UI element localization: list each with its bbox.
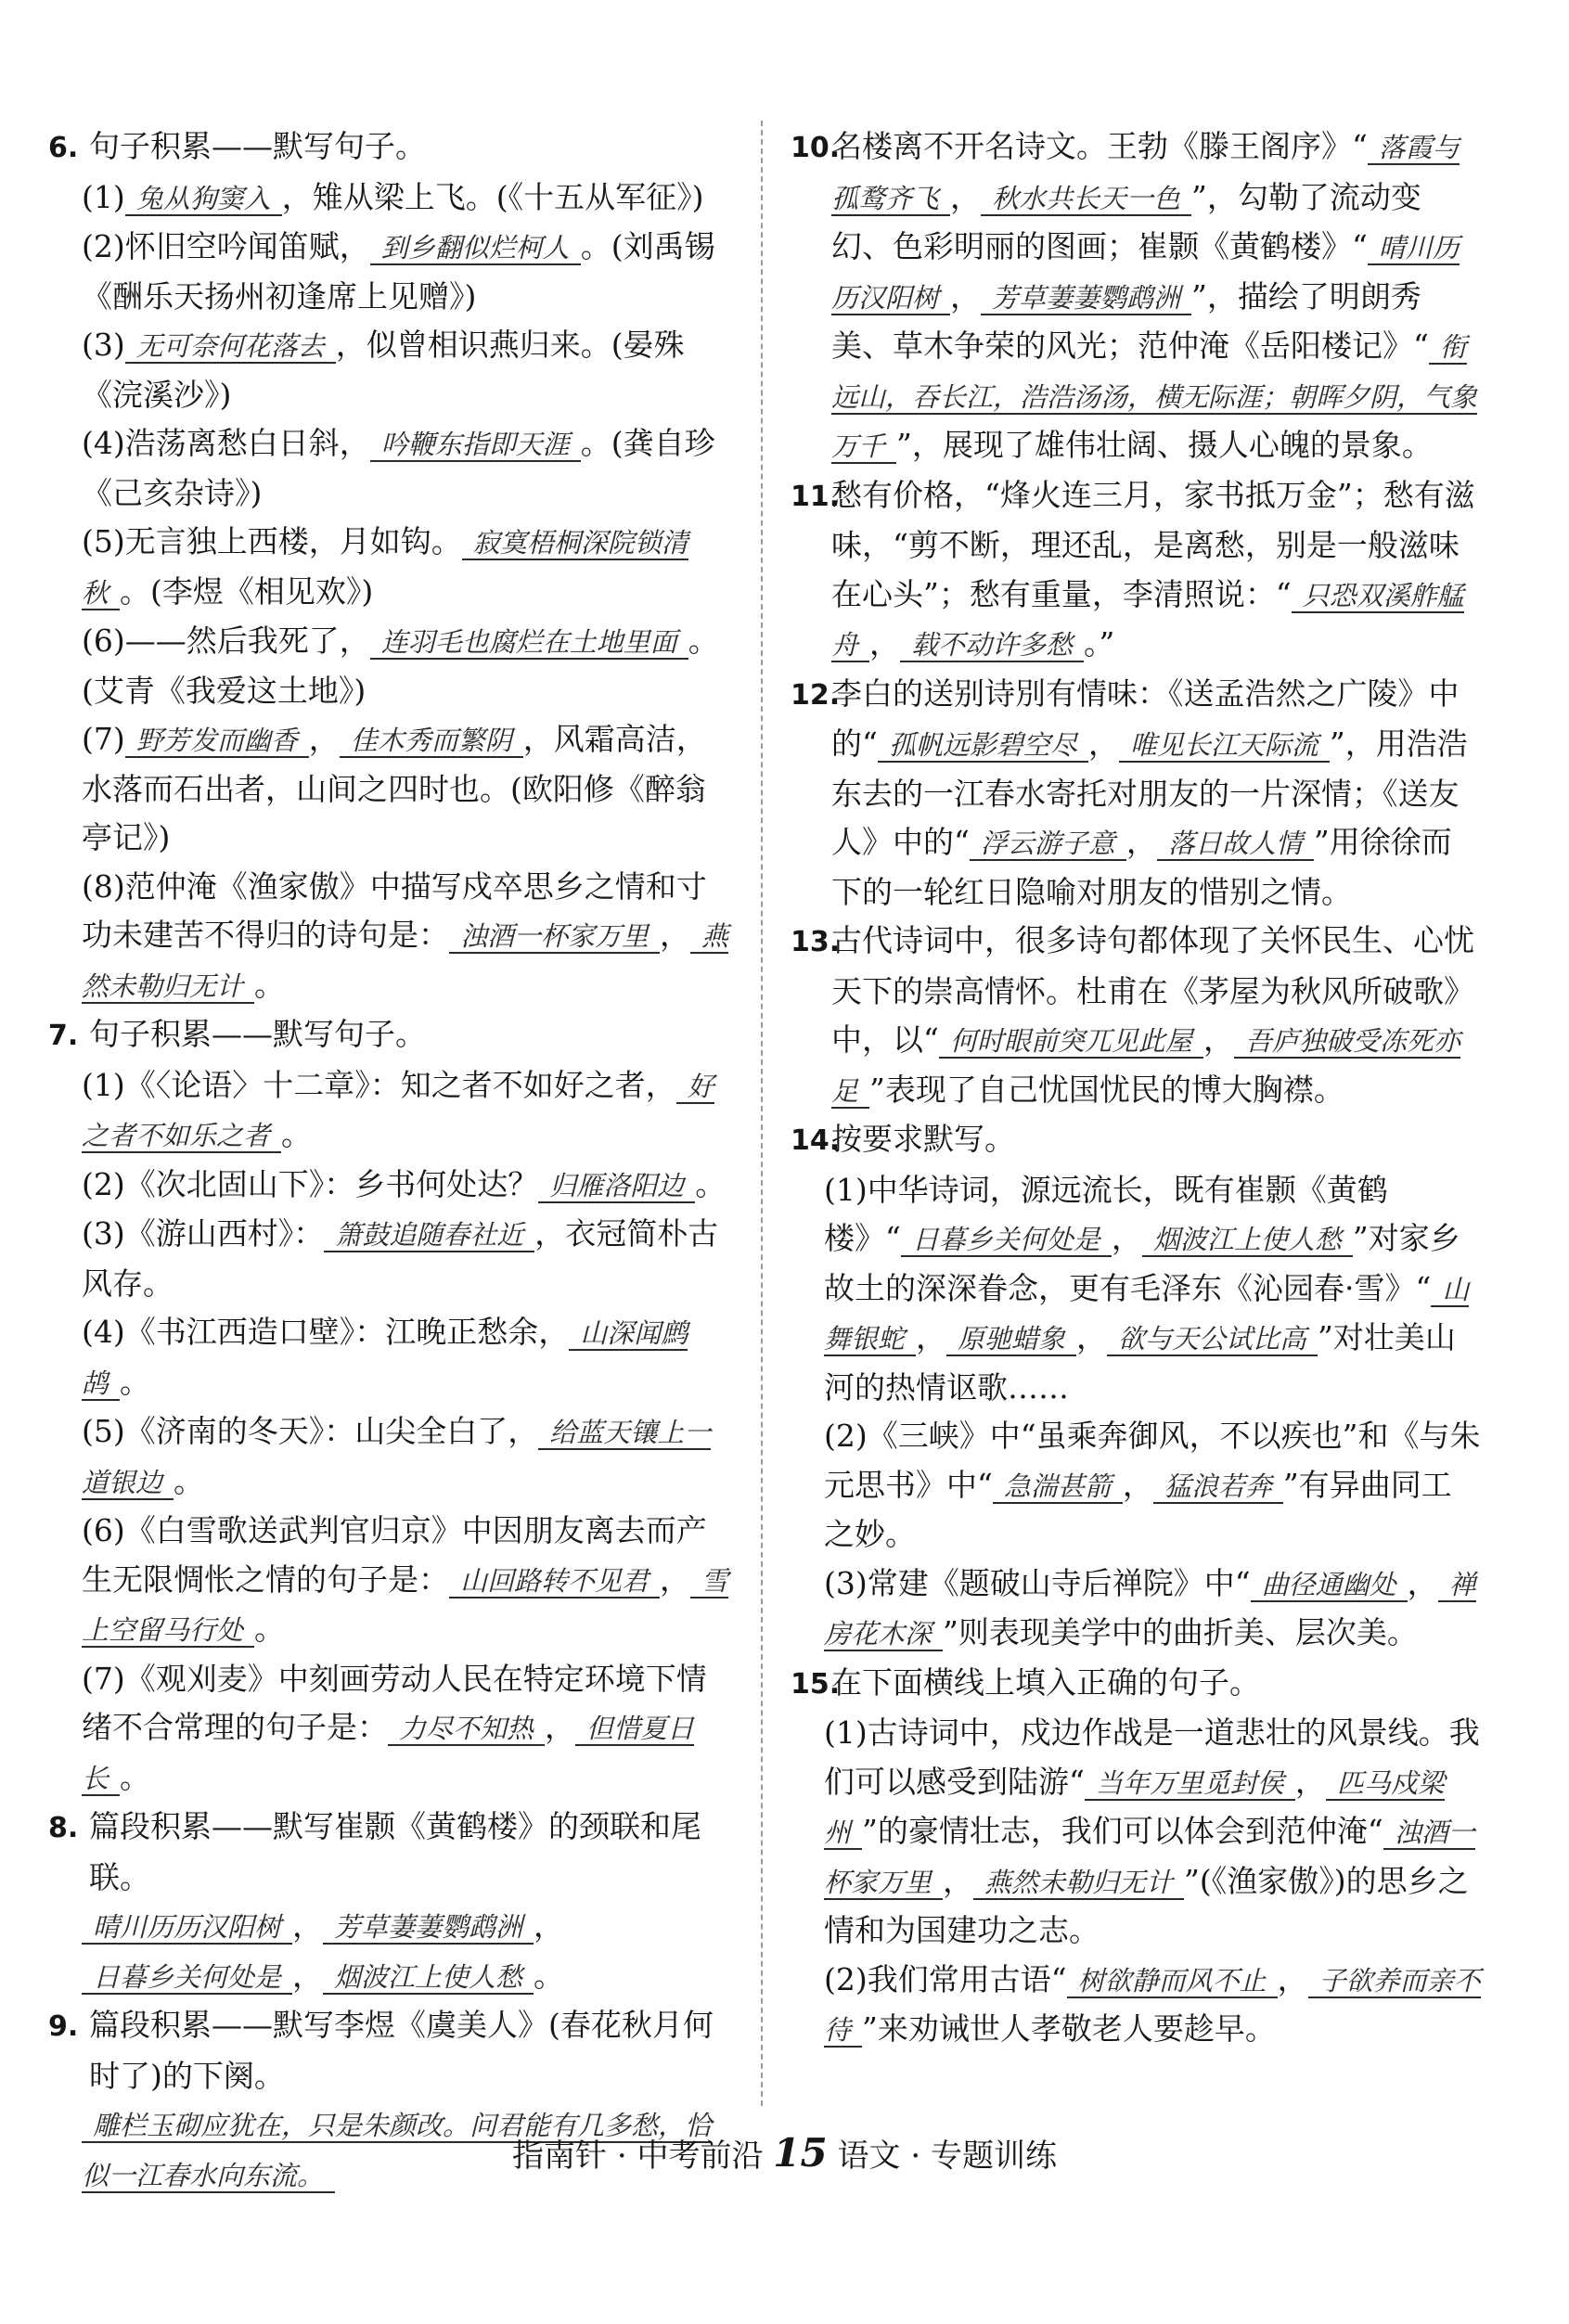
question-number: 12.	[791, 678, 841, 712]
footer-subject: 语文 · 专题训练	[837, 2138, 1057, 2175]
answer: 浊酒一杯家万里	[824, 1817, 1475, 1898]
question-15: 15.在下面横线上填入正确的句子。	[791, 1659, 1482, 1710]
footer-brand: 指南针 · 中考前沿	[512, 2138, 764, 2175]
answer: 箫鼓追随春社近	[324, 1219, 534, 1252]
answer: 吾庐独破受冻死亦足	[831, 1025, 1460, 1107]
answer: 原驰蜡象	[946, 1323, 1076, 1356]
question-number: 13.	[791, 926, 841, 958]
question-number: 14.	[791, 1124, 841, 1157]
answer: 燕然未勒归无计	[82, 920, 729, 1002]
answer: 山深闻鹧鸪	[82, 1317, 688, 1399]
q6-item-3: (3) 无可奈何花落去 ，似曾相识燕归来。(晏殊《浣溪沙》)	[82, 327, 685, 413]
answer: 山回路转不见君	[449, 1565, 660, 1599]
answer: 寂寞梧桐深院锁清秋	[82, 527, 688, 609]
answer: 晴川历历汉阳树	[82, 1911, 292, 1945]
question-9: 9. 篇段积累——默写李煜《虞美人》(春花秋月何时了)的下阕。	[48, 2001, 730, 2100]
answer: 燕然未勒归无计	[973, 1867, 1184, 1900]
question-number: 10.	[791, 132, 841, 164]
q7-item-5: (5)《济南的冬天》：山尖全白了， 给蓝天镶上一道银边 。	[82, 1413, 712, 1499]
question-number: 9.	[48, 2010, 79, 2043]
answer: 唯见长江天际流	[1119, 729, 1330, 763]
answer: 日暮乡关何处是	[901, 1224, 1112, 1257]
answer: 欲与天公试比高	[1107, 1323, 1318, 1356]
q7-item-2: (2)《次北固山下》：乡书何处达？ 归雁洛阳边 。	[82, 1165, 727, 1202]
answer: 日暮乡关何处是	[82, 1961, 292, 1995]
q8-answer-line-2: 日暮乡关何处是 ， 烟波江上使人愁 。	[48, 1952, 730, 2002]
column-divider	[761, 121, 763, 2106]
q6-item-8: (8)范仲淹《渔家傲》中描写戍卒思乡之情和寸功未建苦不得归的诗句是： 浊酒一杯家万里 ， 燕然未勒归无计 。	[82, 867, 729, 1003]
answer: 无可奈何花落去	[125, 330, 336, 364]
answer: 曲径通幽处	[1251, 1569, 1408, 1602]
q15-item-1: (1)古诗词中，戍边作战是一道悲壮的风景线。我们可以感受到陆游“ 当年万里觅封侯 ， 匹马戍梁州 ”的豪情壮志，我们可以体会到范仲淹“ 浊酒一杯家万里 ， 燕然未勒归无计 ”(《渔家傲》)的思乡之情和为国建功之志。	[824, 1714, 1480, 1948]
page-footer	[0, 2130, 1569, 2176]
answer: 力尽不知热	[388, 1713, 545, 1746]
answer: 雪上空留马行处	[82, 1564, 729, 1646]
answer: 载不动许多愁	[900, 629, 1084, 662]
question-8: 8. 篇段积累——默写崔颢《黄鹤楼》的颈联和尾联。	[48, 1803, 730, 1902]
question-6: 6. 句子积累——默写句子。	[48, 122, 730, 173]
answer: 浮云游子意	[970, 828, 1126, 861]
answer: 树欲静而风不止	[1067, 1965, 1278, 1998]
answer: 落日故人情	[1157, 828, 1314, 861]
question-7: 7. 句子积累——默写句子。	[48, 1010, 730, 1061]
answer: 浊酒一杯家万里	[449, 920, 660, 954]
answer: 芳草萋萋鹦鹉洲	[981, 282, 1191, 315]
q7-item-4: (4)《书江西造口壁》：江晚正愁余， 山深闻鹧鸪 。	[82, 1314, 688, 1400]
q14-item-1: (1)中华诗词，源远流长，既有崔颢《黄鹤楼》“ 日暮乡关何处是 ， 烟波江上使人愁 ”对家乡故土的深深眷念，更有毛泽东《沁园春·雪》“ 山舞银蛇 ， 原驰蜡象 ， 欲与天公试比高 ”对壮美山河的热情讴歌……	[824, 1171, 1470, 1406]
answer: 匹马戍梁州	[824, 1766, 1445, 1848]
answer: 好之者不如乐之者	[82, 1070, 714, 1151]
answer: 但惜夏日长	[82, 1713, 695, 1794]
page-number: 15	[773, 2130, 828, 2176]
question-10: 10.名楼离不开名诗文。王勃《滕王阁序》“ 落霞与孤鹜齐飞 ， 秋水共长天一色 ”，勾勒了流动变幻、色彩明丽的图画；崔颢《黄鹤楼》“ 晴川历历汉阳树 ， 芳草萋萋鹦鹉洲 ”，描绘了明朗秀美、草木争荣的风光；范仲淹《岳阳楼记》“ 衔远山，吞长江，浩浩汤汤，横无际涯；朝晖夕阴，气象万千 ”，展现了雄伟壮阔、摄人心魄的景象。	[791, 122, 1482, 471]
question-13: 13.古代诗词中，很多诗句都体现了关怀民生、心忧天下的崇高情怀。杜甫在《茅屋为秋风所破歌》中，以“ 何时眼前突兀见此屋 ， 吾庐独破受冻死亦足 ”表现了自己忧国忧民的博大胸襟。	[791, 917, 1482, 1115]
answer: 归雁洛阳边	[538, 1170, 695, 1203]
q7-item-3: (3)《游山西村》： 箫鼓追随春社近 ，衣冠简朴古风存。	[82, 1215, 719, 1302]
q7-item-1: (1)《〈论语〉十二章》：知之者不如好之者， 好之者不如乐之者 。	[82, 1066, 714, 1152]
left-column	[48, 122, 730, 2200]
q7-item-7: (7)《观刈麦》中刻画劳动人民在特定环境下情绪不合常理的句子是： 力尽不知热 ， 但惜夏日长 。	[82, 1660, 707, 1795]
question-number: 8.	[48, 1812, 79, 1844]
question-number: 11.	[791, 480, 841, 513]
q6-item-7: (7) 野芳发而幽香 ， 佳木秀而繁阴 ，风霜高洁，水落而石出者，山间之四时也。(欧阳修《醉翁亭记》)	[82, 721, 707, 855]
question-number: 7.	[48, 1020, 79, 1052]
answer: 衔远山，吞长江，浩浩汤汤，横无际涯；朝晖夕阴，气象万千	[831, 331, 1478, 462]
answer: 雕栏玉砌应犹在，只是朱颜改。问君能有几多愁，恰似一江春水向东流。	[82, 2110, 713, 2191]
answer: 猛浪若奔	[1153, 1470, 1283, 1504]
q14-item-2: (2)《三峡》中“虽乘奔御风，不以疾也”和《与朱元思书》中“ 急湍甚箭 ， 猛浪若奔 ”有异曲同工之妙。	[824, 1418, 1481, 1552]
answer: 到乡翻似烂柯人	[370, 232, 581, 265]
q6-item-6: (6)——然后我死了， 连羽毛也腐烂在土地里面 。(艾青《我爱这土地》)	[82, 623, 719, 709]
q6-item-4: (4)浩荡离愁白日斜， 吟鞭东指即天涯 。(龚自珍《己亥杂诗》)	[82, 425, 715, 511]
answer: 急湍甚箭	[993, 1470, 1123, 1504]
question-number: 15.	[791, 1667, 841, 1701]
answer: 连羽毛也腐烂在土地里面	[370, 626, 688, 660]
q6-item-1: (1) 兔从狗窦入 ，雉从梁上飞。(《十五从军征》)	[82, 178, 704, 215]
q15-item-2: (2)我们常用古语“ 树欲静而风不止 ， 子欲养而亲不待 ”来劝诫世人孝敬老人要趁早。	[824, 1960, 1481, 2047]
answer: 烟波江上使人愁	[1142, 1224, 1353, 1257]
question-number: 6.	[48, 132, 79, 164]
answer: 兔从狗窦入	[125, 183, 282, 216]
right-column	[791, 122, 1482, 2055]
answer: 只恐双溪舴艋舟	[831, 579, 1464, 661]
answer: 野芳发而幽香	[125, 725, 309, 758]
answer: 禅房花木深	[824, 1568, 1476, 1650]
q14-item-3: (3)常建《题破山寺后禅院》中“ 曲径通幽处 ， 禅房花木深 ”则表现美学中的曲折美、层次美。	[824, 1564, 1476, 1650]
answer: 子欲养而亲不待	[824, 1964, 1481, 2046]
answer: 山舞银蛇	[824, 1273, 1470, 1355]
answer: 孤帆远影碧空尽	[878, 729, 1088, 763]
answer: 佳木秀而繁阴	[340, 725, 523, 758]
answer: 秋水共长天一色	[981, 183, 1191, 216]
question-14: 14.按要求默写。	[791, 1115, 1482, 1166]
q8-answer-line-1: 晴川历历汉阳树 ， 芳草萋萋鹦鹉洲 ，	[48, 1902, 730, 1952]
answer: 芳草萋萋鹦鹉洲	[323, 1911, 534, 1945]
answer: 吟鞭东指即天涯	[370, 429, 581, 462]
q6-item-2: (2)怀旧空吟闻笛赋， 到乡翻似烂柯人 。(刘禹锡《酬乐天扬州初逢席上见赠》)	[82, 228, 715, 315]
answer: 当年万里觅封侯	[1085, 1767, 1295, 1801]
question-12: 12.李白的送别诗別有情味：《送孟浩然之广陵》中的“ 孤帆远影碧空尽 ， 唯见长江天际流 ”，用浩浩东去的一江春水寄托对朋友的一片深情；《送友人》中的“ 浮云游子意 ， 落日故人情 ”用徐徐而下的一轮红日隐喻对朋友的惜别之情。	[791, 670, 1482, 918]
q6-item-5: (5)无言独上西楼，月如钩。 寂寞梧桐深院锁清秋 。(李煜《相见欢》)	[82, 523, 688, 610]
answer: 何时眼前突兀见此屋	[939, 1025, 1203, 1059]
answer: 落霞与孤鹜齐飞	[831, 132, 1460, 214]
q7-item-6: (6)《白雪歌送武判官归京》中因朋友离去而产生无限惆怅之情的句子是： 山回路转不见君 ， 雪上空留马行处 。	[82, 1512, 729, 1647]
answer: 烟波江上使人愁	[323, 1961, 534, 1995]
answer: 晴川历历汉阳树	[831, 232, 1460, 314]
question-11: 11.愁有价格，“烽火连三月，家书抵万金”；愁有滋味，“剪不断，理还乱，是离愁，别是一般滋味在心头”；愁有重量，李清照说：“ 只恐双溪舴艋舟 ， 载不动许多愁 。”	[791, 471, 1482, 670]
answer: 给蓝天镶上一道银边	[82, 1417, 712, 1498]
